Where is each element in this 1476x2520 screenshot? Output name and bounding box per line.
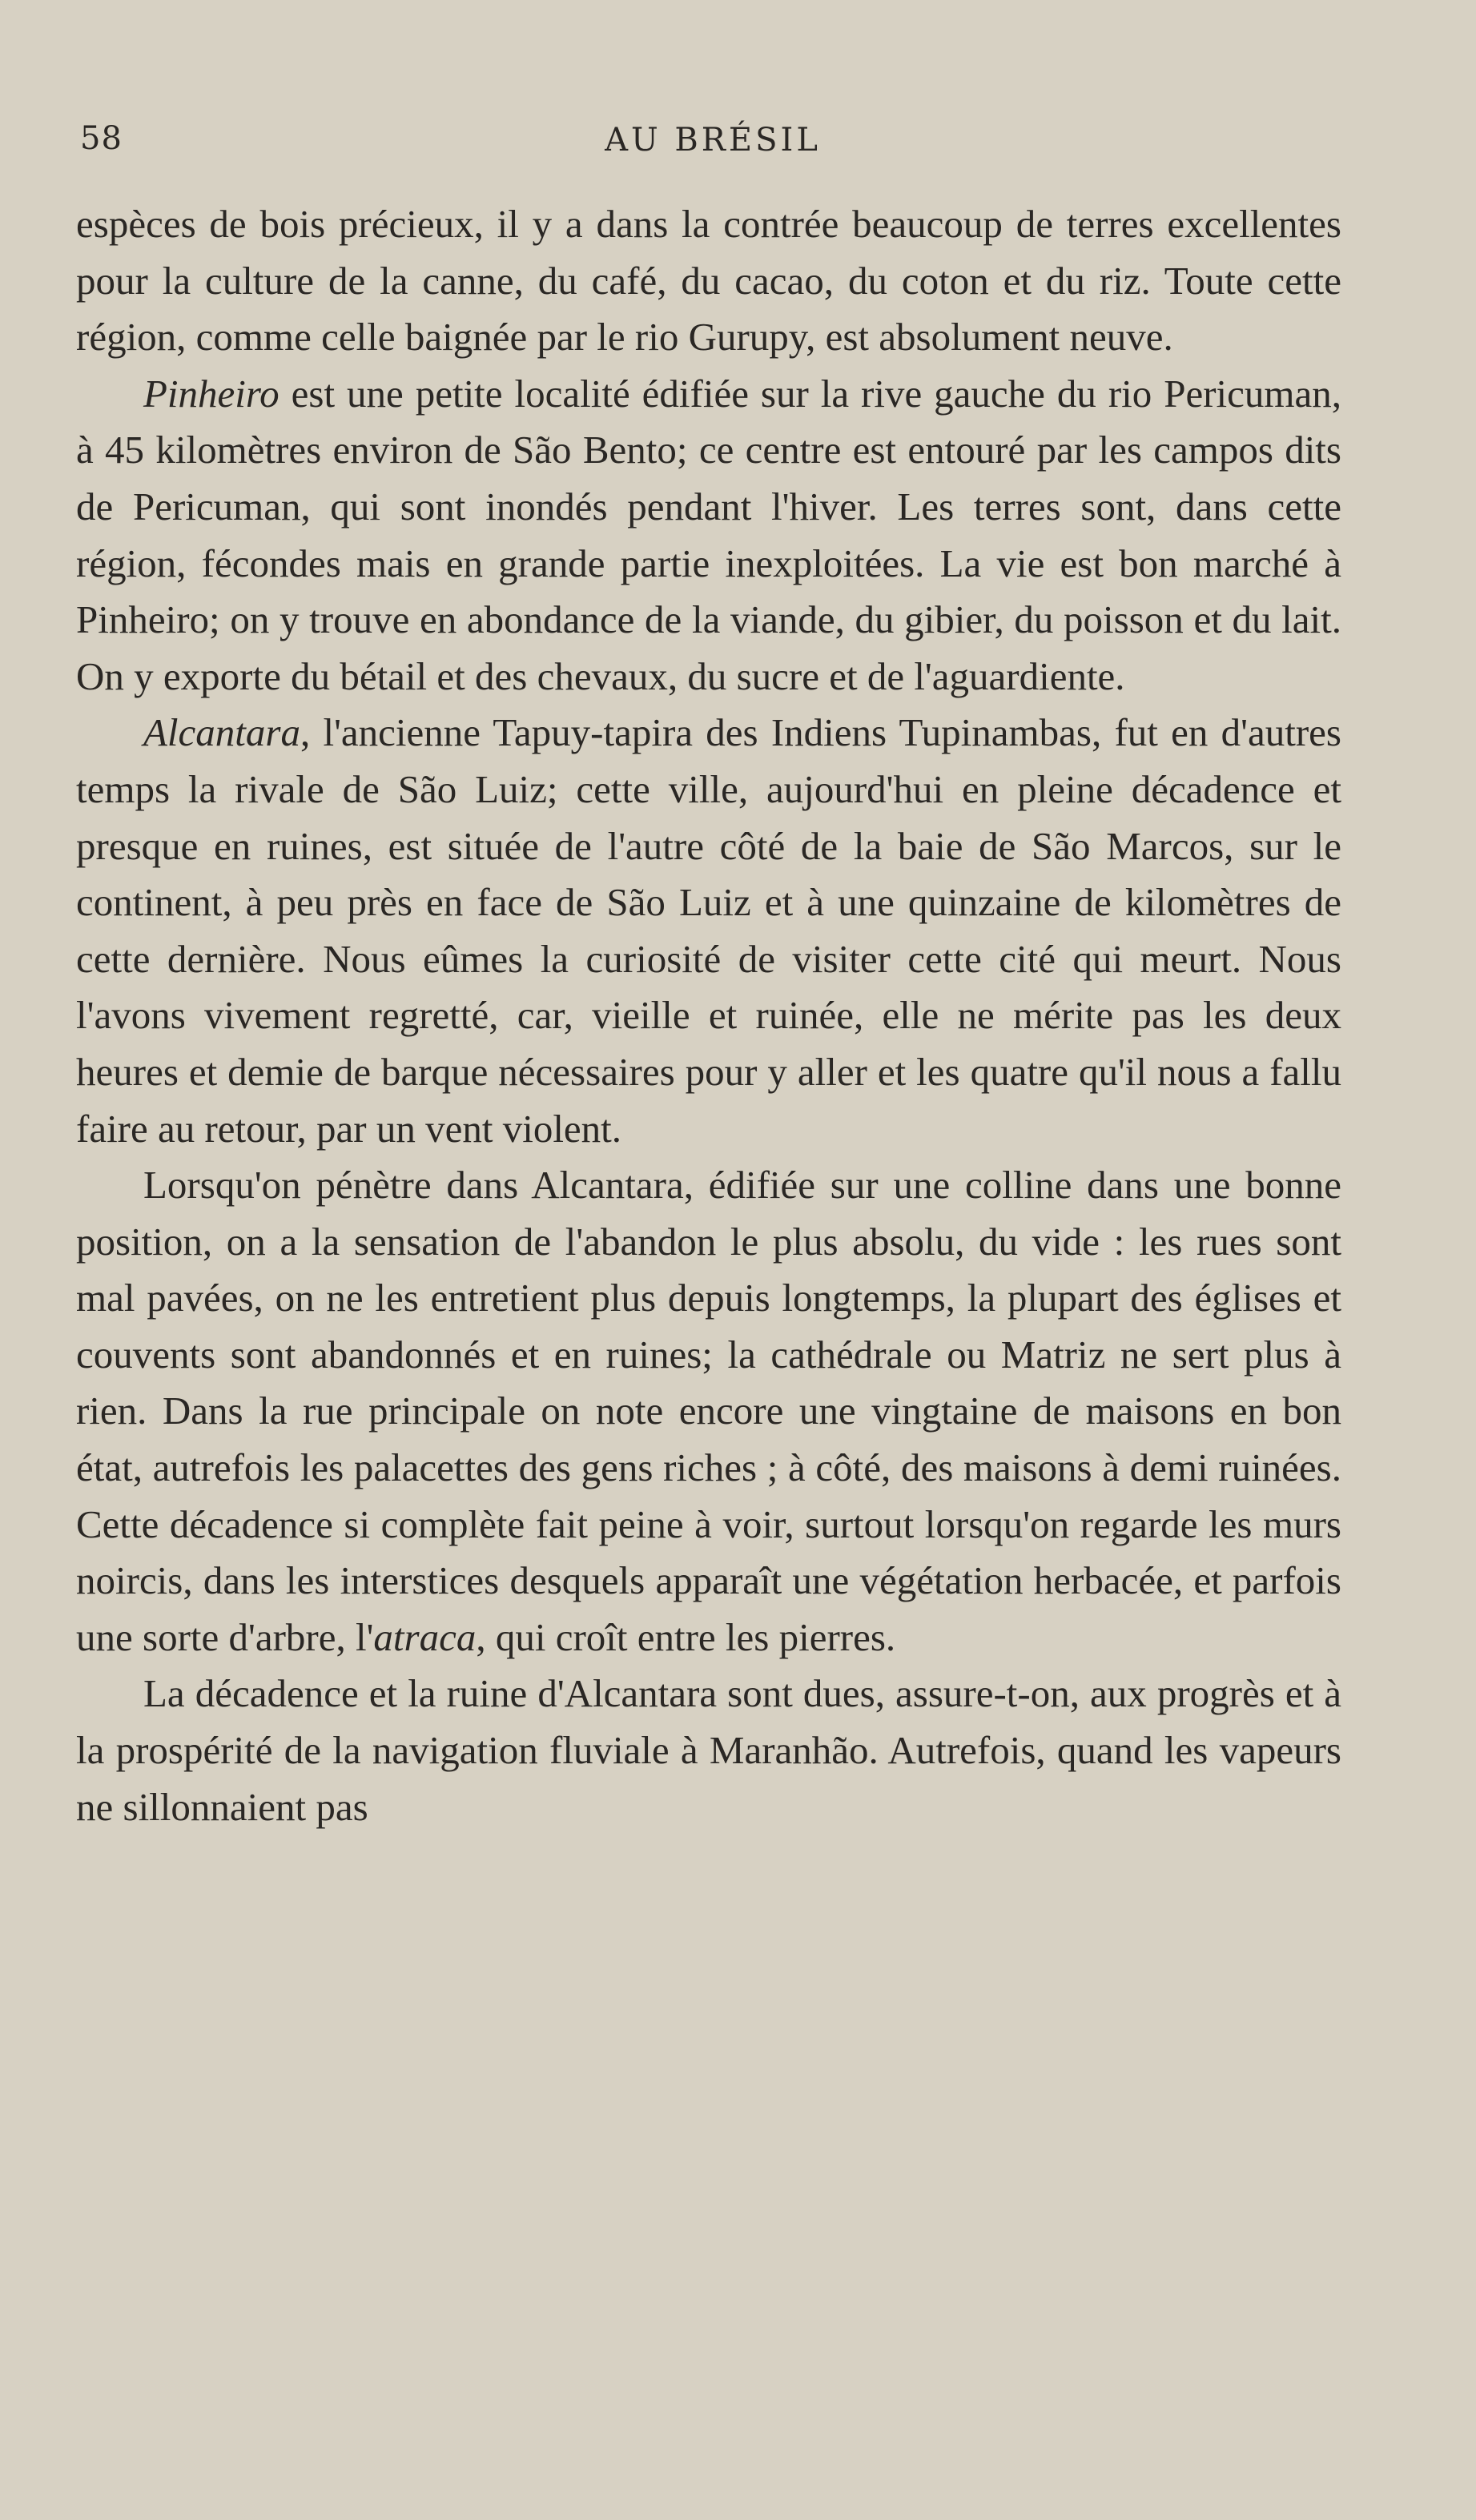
place-name-alcantara: Alcantara (143, 710, 300, 755)
paragraph-alcantara (76, 705, 1341, 1157)
running-title: AU BRÉSIL (605, 122, 821, 159)
plant-name-atraca: atraca (373, 1614, 477, 1659)
paragraph-1 (76, 196, 1341, 366)
paragraph-pinheiro (76, 366, 1341, 705)
paragraph-lorsquon-end: , qui croît entre les pierres. (476, 1614, 896, 1659)
paragraph-pinheiro-text: est une petite localité édifiée sur la rive gauche du rio Pericuman, à 45 kilomètres environ de São Bento; ce centre est entouré par les campos dits de Pericuman, qui sont inondés pendant l'hiver. Les terres sont, dans cette région, fécondes mais en grande partie inexploitées. La vie est bon marché à Pinheiro; on y trouve en abondance de la viande, du gibier, du poisson et du lait. On y exporte du bétail et des chevaux, du sucre et de l'aguardiente. (76, 371, 1341, 698)
paragraph-lorsquon-text: Lorsqu'on pénètre dans Alcantara, édifiée sur une colline dans une bonne position, on a la sensation de l'abandon le plus absolu, du vide : les rues sont mal pavées, on ne les entretient plus depuis longtemps, la plupart des églises et couvents sont abandonnés et en ruines; la cathédrale ou Matriz ne sert plus à rien. Dans la rue principale on note encore une vingtaine de maisons en bon état, autrefois les palacettes des gens riches ; à côté, des maisons à demi ruinées. Cette décadence si complète fait peine à voir, surtout lorsqu'on regarde les murs noircis, dans les interstices desquels apparaît une végétation herbacée, et parfois une sorte d'arbre, l' (76, 1163, 1341, 1659)
paragraph-lorsquon (76, 1157, 1341, 1666)
page-number: 58 (80, 120, 123, 157)
paragraph-alcantara-text: , l'ancienne Tapuy-tapira des Indiens Tupinambas, fut en d'autres temps la rivale de São Luiz; cette ville, aujourd'hui en pleine décadence et presque en ruines, est située de l'autre côté de la baie de São Marcos, sur le continent, à peu près en face de São Luiz et à une quinzaine de kilomètres de cette dernière. Nous eûmes la curiosité de visiter cette cité qui meurt. Nous l'avons vivement regretté, car, vieille et ruinée, elle ne mérite pas les deux heures et demie de barque nécessaires pour y aller et les quatre qu'il nous a fallu faire au retour, par un vent violent. (76, 710, 1341, 1151)
paragraph-1-text: espèces de bois précieux, il y a dans la contrée beaucoup de terres excellentes pour la culture de la canne, du café, du cacao, du coton et du riz. Toute cette région, comme celle baignée par le rio Gurupy, est absolument neuve. (76, 202, 1341, 360)
body-text (76, 196, 1341, 1835)
page-header (80, 120, 1345, 168)
paragraph-decadence (76, 1666, 1341, 1835)
place-name-pinheiro: Pinheiro (143, 371, 280, 416)
paragraph-decadence-text: La décadence et la ruine d'Alcantara sont dues, assure-t-on, aux progrès et à la prospérité de la navigation fluviale à Maranhão. Autrefois, quand les vapeurs ne sillonnaient pas (76, 1671, 1341, 1829)
